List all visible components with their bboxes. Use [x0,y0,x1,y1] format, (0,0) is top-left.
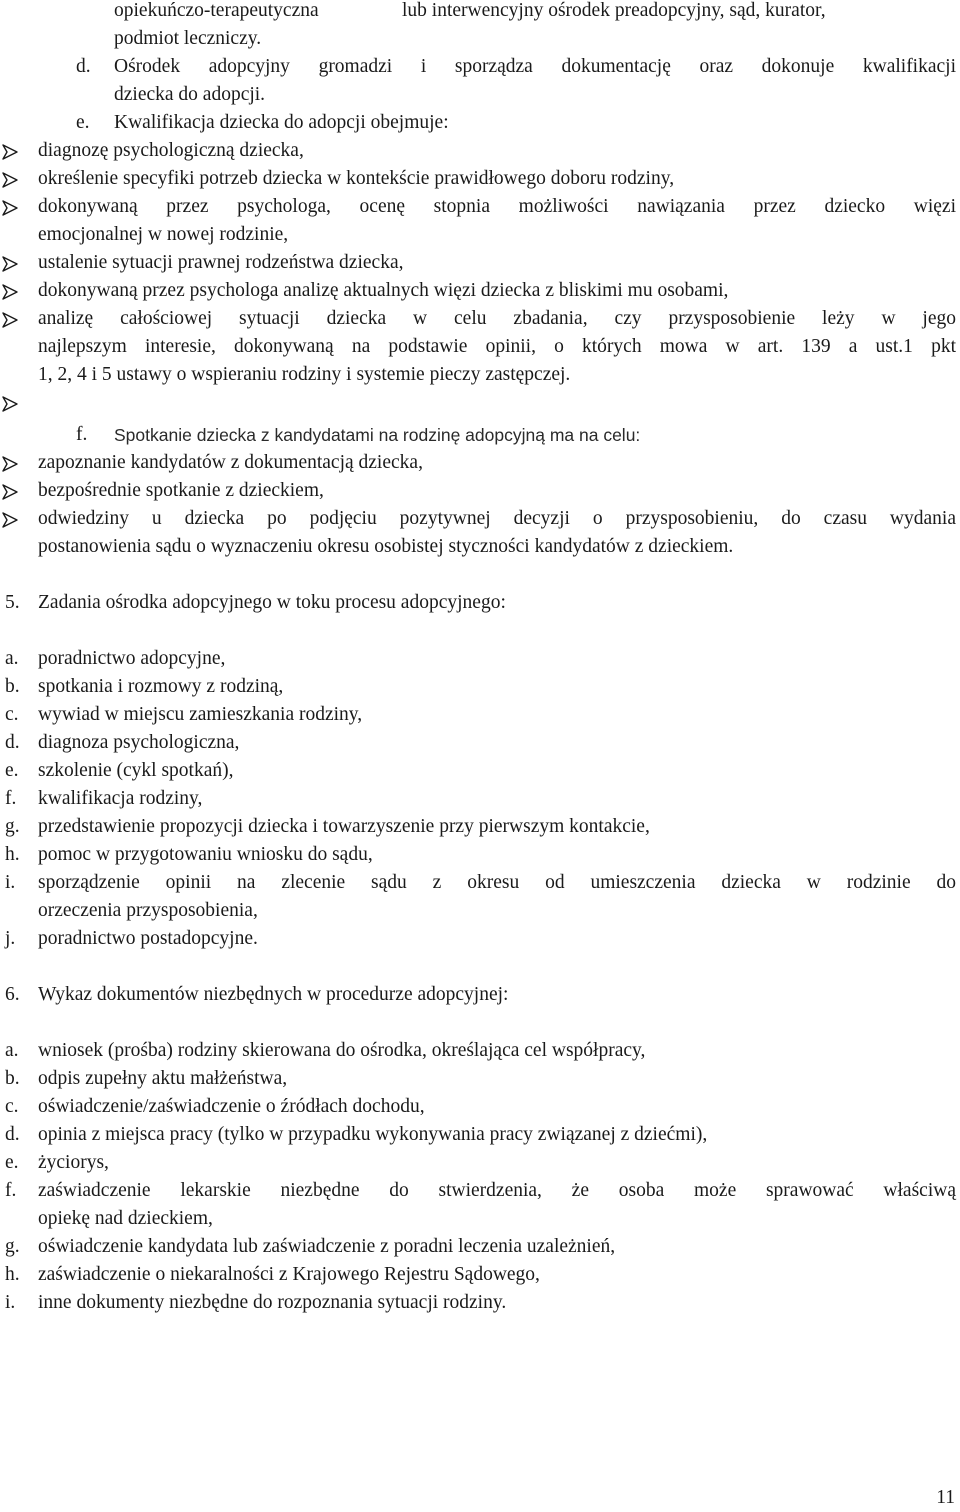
bullet-text: najlepszym interesie, dokonywaną na podstawie opinii, o których mowa w art. 139 a ust.1 pkt [38,336,956,357]
list-item-text: opinia z miejsca pracy (tylko w przypadku wykonywania pracy związanej z dziećmi), [38,1124,708,1145]
list-marker: e. [5,760,19,781]
continued-text: lub interwencyjny ośrodek preadopcyjny, sąd, kurator, [402,0,826,21]
list-marker: e. [5,1152,19,1173]
list-item-title: Kwalifikacja dziecka do adopcji obejmuje: [114,112,449,133]
list-item-text: orzeczenia przysposobienia, [38,900,258,921]
list-item-text: przedstawienie propozycji dziecka i towarzyszenie przy pierwszym kontakcie, [38,816,650,837]
list-item-text: sporządzenie opinii na zlecenie sądu z okresu od umieszczenia dziecka w rodzinie do [38,872,956,893]
list-item-text: życiorys, [38,1152,109,1173]
list-item-text: zaświadczenie o niekaralności z Krajowego Rejestru Sądowego, [38,1264,540,1285]
list-item-text: pomoc w przygotowaniu wniosku do sądu, [38,844,373,865]
list-item-title: Spotkanie dziecka z kandydatami na rodzinę adopcyjną ma na celu: [114,425,641,445]
list-marker: i. [5,872,16,893]
list-item-text: diagnoza psychologiczna, [38,732,240,753]
arrow-bullet-icon [0,137,22,165]
arrow-bullet-icon [0,165,22,193]
arrow-bullet-icon [0,305,22,333]
list-item-text: poradnictwo postadopcyjne. [38,928,258,949]
bullet-text: diagnozę psychologiczną dziecka, [38,140,304,161]
bullet-text: dokonywaną przez psychologa, ocenę stopnia możliwości nawiązania przez dziecko więzi [38,196,956,217]
list-item-text: dziecka do adopcji. [114,84,266,105]
bullet-text: 1, 2, 4 i 5 ustawy o wspieraniu rodziny i systemie pieczy zastępczej. [38,364,571,385]
list-item-text: opiekę nad dzieckiem, [38,1208,213,1229]
list-marker: d. [76,56,91,77]
list-marker: h. [5,844,20,865]
list-marker: c. [5,1096,19,1117]
list-marker: b. [5,1068,20,1089]
list-item-text: zaświadczenie lekarskie niezbędne do stwierdzenia, że osoba może sprawować właściwą [38,1180,956,1201]
bullet-text: emocjonalnej w nowej rodzinie, [38,224,289,245]
list-marker: f. [76,424,88,445]
continued-text: podmiot leczniczy. [114,28,262,49]
list-item-text: inne dokumenty niezbędne do rozpoznania sytuacji rodziny. [38,1292,507,1313]
list-marker: f. [5,788,17,809]
list-item-text: spotkania i rozmowy z rodziną, [38,676,284,697]
list-marker: f. [5,1180,17,1201]
bullet-text: postanowienia sądu o wyznaczeniu okresu osobistej styczności kandydatów z dzieckiem. [38,536,734,557]
list-marker: j. [5,928,16,949]
list-marker: e. [76,112,90,133]
list-marker: a. [5,648,19,669]
list-item-text: oświadczenie/zaświadczenie o źródłach dochodu, [38,1096,425,1117]
list-item-text: odpis zupełny aktu małżeństwa, [38,1068,288,1089]
list-marker: b. [5,676,20,697]
list-marker: i. [5,1292,16,1313]
list-marker: a. [5,1040,19,1061]
section-heading: Wykaz dokumentów niezbędnych w procedurze adopcyjnej: [38,984,509,1005]
arrow-bullet-icon [0,193,22,221]
list-marker: g. [5,1236,20,1257]
arrow-bullet-icon [0,505,22,533]
list-item-text: wniosek (prośba) rodziny skierowana do ośrodka, określająca cel współpracy, [38,1040,646,1061]
section-number: 5. [5,592,20,613]
bullet-text: zapoznanie kandydatów z dokumentacją dziecka, [38,452,423,473]
list-marker: h. [5,1264,20,1285]
bullet-text: określenie specyfiki potrzeb dziecka w kontekście prawidłowego doboru rodziny, [38,168,675,189]
bullet-text: analizę całościowej sytuacji dziecka w celu zbadania, czy przysposobienie leży w jego [38,308,956,329]
list-marker: c. [5,704,19,725]
section-heading: Zadania ośrodka adopcyjnego w toku procesu adopcyjnego: [38,592,506,613]
arrow-bullet-icon [0,389,22,417]
arrow-bullet-icon [0,449,22,477]
list-item-text: kwalifikacja rodziny, [38,788,203,809]
bullet-text: dokonywaną przez psychologa analizę aktualnych więzi dziecka z bliskimi mu osobami, [38,280,729,301]
continued-text: opiekuńczo-terapeutyczna [114,0,319,21]
list-marker: d. [5,732,20,753]
list-item-text: Ośrodek adopcyjny gromadzi i sporządza dokumentację oraz dokonuje kwalifikacji [114,56,956,77]
arrow-bullet-icon [0,477,22,505]
arrow-bullet-icon [0,249,22,277]
list-item-text: poradnictwo adopcyjne, [38,648,226,669]
page-number: 11 [936,1487,955,1508]
section-number: 6. [5,984,20,1005]
bullet-text: bezpośrednie spotkanie z dzieckiem, [38,480,324,501]
list-marker: g. [5,816,20,837]
list-item-text: szkolenie (cykl spotkań), [38,760,234,781]
bullet-text: ustalenie sytuacji prawnej rodzeństwa dziecka, [38,252,404,273]
arrow-bullet-icon [0,277,22,305]
bullet-text: odwiedziny u dziecka po podjęciu pozytywnej decyzji o przysposobieniu, do czasu wydania [38,508,956,529]
list-marker: d. [5,1124,20,1145]
list-item-text: oświadczenie kandydata lub zaświadczenie z poradni leczenia uzależnień, [38,1236,616,1257]
list-item-text: wywiad w miejscu zamieszkania rodziny, [38,704,363,725]
